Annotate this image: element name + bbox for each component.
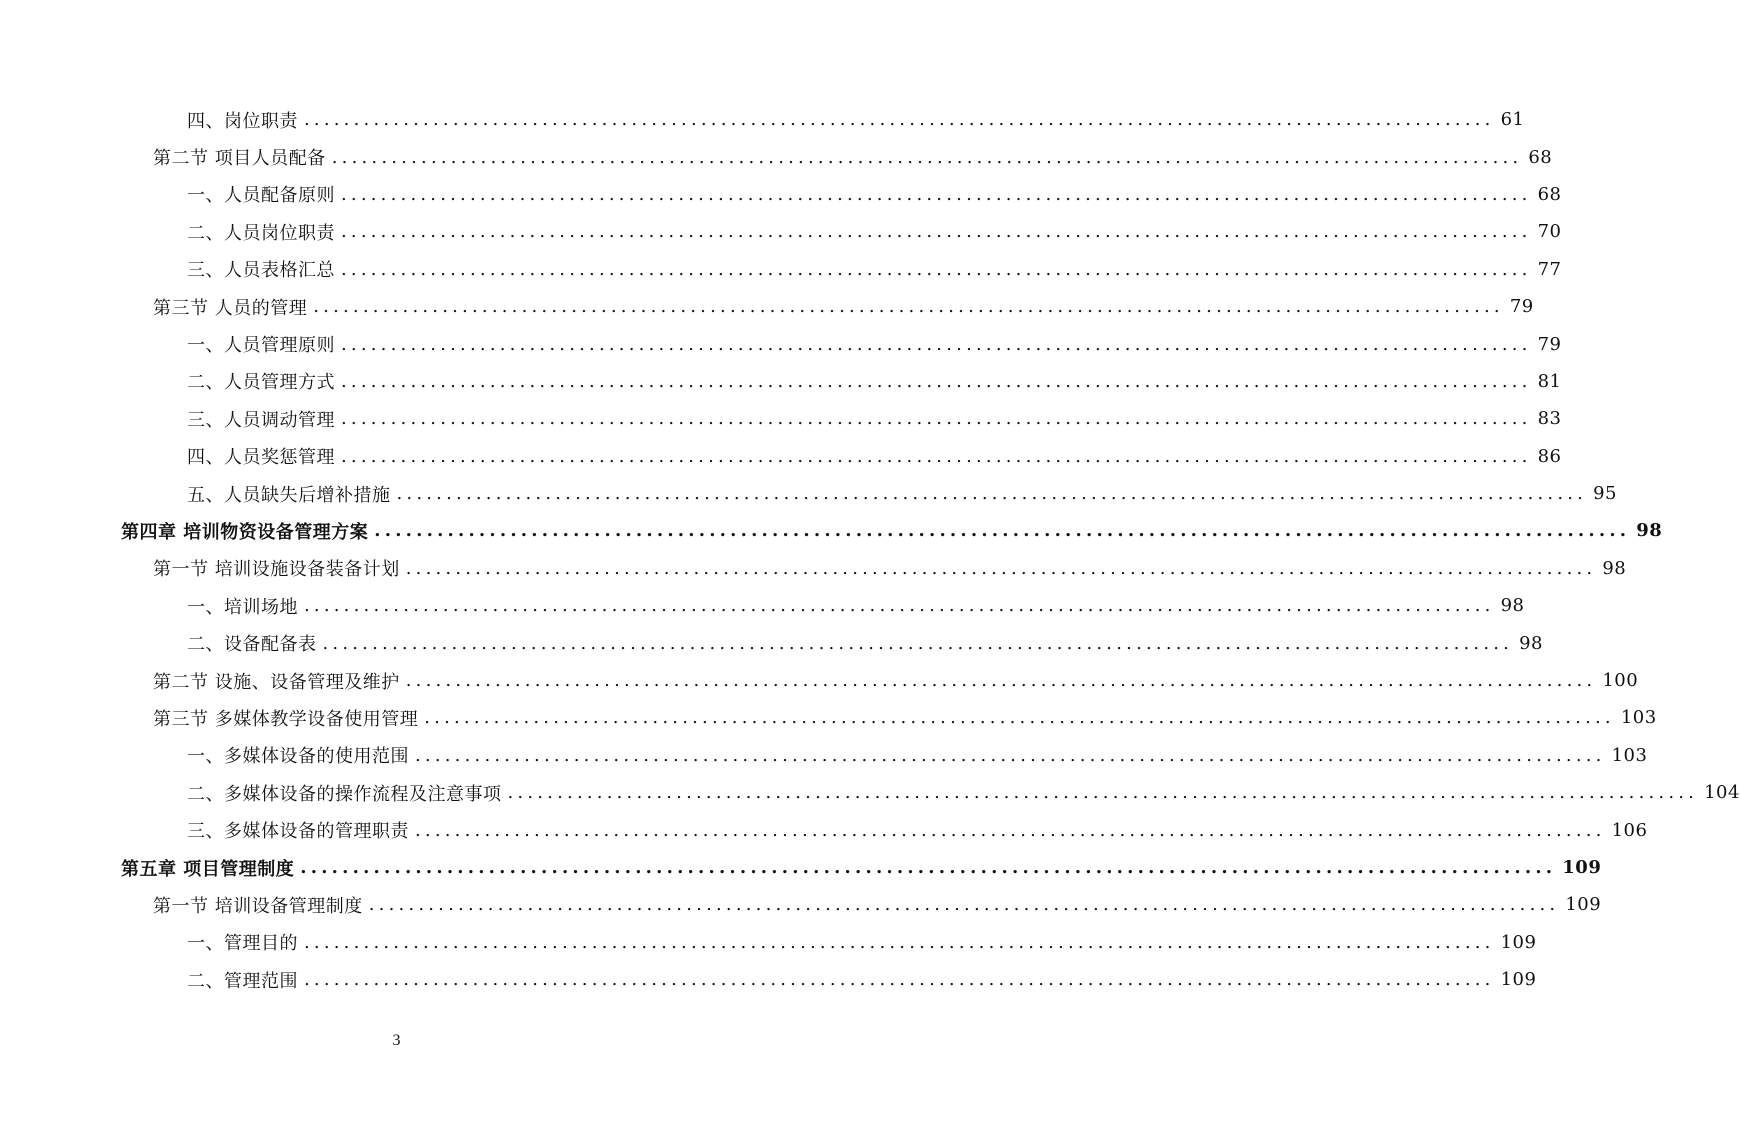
toc-dot-leader: ........................................................................................................................ [368,894,1560,916]
toc-entry-title: 第二节 设施、设备管理及维护 [153,671,400,693]
toc-dot-leader: ........................................................................................................................ [341,445,1532,467]
toc-entry-page: 77 [1537,258,1562,280]
table-of-contents [0,101,1740,998]
toc-entry-page: 109 [1565,894,1602,916]
toc-entry-title: 三、人员调动管理 [187,409,335,431]
toc-entry-title: 一、管理目的 [187,933,298,955]
toc-entry-page: 103 [1611,744,1648,766]
toc-dot-leader: ........................................................................................................................ [507,782,1699,804]
toc-entry[interactable] [0,849,1602,886]
toc-entry-title: 四、岗位职责 [187,110,298,132]
toc-entry-page: 95 [1593,483,1618,505]
toc-entry[interactable] [0,325,1562,362]
toc-dot-leader: ........................................................................................................................ [424,707,1615,729]
toc-entry-page: 79 [1509,296,1534,318]
toc-dot-leader: ........................................................................................................................ [396,483,1588,505]
toc-entry[interactable] [0,624,1544,661]
toc-dot-leader: ........................................................................................................................ [341,370,1532,392]
toc-entry[interactable] [0,587,1525,624]
toc-entry-title: 一、人员配备原则 [187,185,335,207]
toc-entry-page: 106 [1611,819,1648,841]
toc-entry-title: 第四章 培训物资设备管理方案 [121,521,369,543]
toc-entry-page: 68 [1528,146,1553,168]
page-number: 3 [392,1032,401,1049]
toc-entry-title: 第一节 培训设施设备装备计划 [153,559,400,581]
toc-entry-page: 70 [1537,221,1562,243]
toc-entry-page: 98 [1519,632,1544,654]
toc-dot-leader: ........................................................................................................................ [313,296,1504,318]
toc-entry-page: 98 [1602,557,1627,579]
toc-entry[interactable] [0,438,1562,475]
toc-entry-title: 第三节 多媒体教学设备使用管理 [153,708,419,730]
toc-dot-leader: ........................................................................................................................ [341,333,1532,355]
toc-entry-title: 三、人员表格汇总 [187,260,335,282]
toc-entry[interactable] [0,512,1663,549]
toc-entry-page: 68 [1537,183,1562,205]
toc-entry-title: 二、设备配备表 [187,634,317,656]
toc-dot-leader: ........................................................................................................................ [322,632,1514,654]
toc-entry-title: 第二节 项目人员配备 [153,148,326,170]
toc-entry-title: 一、培训场地 [187,596,298,618]
toc-entry[interactable] [0,475,1618,512]
toc-dot-leader: ........................................................................................................................ [374,520,1631,542]
toc-dot-leader: ........................................................................................................................ [304,109,1495,131]
toc-entry-title: 一、多媒体设备的使用范围 [187,746,409,768]
toc-dot-leader: ........................................................................................................................ [341,221,1532,243]
toc-entry-title: 三、多媒体设备的管理职责 [187,821,409,843]
toc-entry-title: 五、人员缺失后增补措施 [187,484,391,506]
toc-entry-title: 二、管理范围 [187,970,298,992]
toc-entry-page: 109 [1500,931,1537,953]
toc-entry-page: 104 [1704,782,1740,804]
toc-dot-leader: ........................................................................................................................ [300,857,1557,878]
toc-entry[interactable] [0,400,1562,437]
toc-dot-leader: ........................................................................................................................ [304,595,1495,617]
toc-entry[interactable] [0,363,1562,400]
toc-entry-title: 第五章 项目管理制度 [121,858,295,880]
toc-entry-title: 一、人员管理原则 [187,335,335,357]
toc-entry[interactable] [0,662,1639,699]
toc-entry[interactable] [0,251,1562,288]
toc-entry-title: 四、人员奖惩管理 [187,447,335,469]
toc-entry[interactable] [0,774,1740,811]
toc-dot-leader: ........................................................................................................................ [405,670,1597,692]
toc-entry-page: 86 [1537,445,1562,467]
toc-dot-leader: ........................................................................................................................ [405,557,1597,579]
toc-dot-leader: ........................................................................................................................ [331,146,1523,168]
toc-dot-leader: ........................................................................................................................ [415,819,1606,841]
toc-dot-leader: ........................................................................................................................ [341,408,1532,430]
toc-entry-page: 61 [1500,109,1525,131]
toc-entry[interactable] [0,961,1537,998]
toc-entry[interactable] [0,550,1627,587]
toc-entry-title: 第一节 培训设备管理制度 [153,895,363,917]
toc-dot-leader: ........................................................................................................................ [341,258,1532,280]
toc-entry-page: 98 [1500,595,1525,617]
toc-entry-title: 二、多媒体设备的操作流程及注意事项 [187,783,502,805]
toc-entry[interactable] [0,699,1657,736]
toc-entry[interactable] [0,138,1553,175]
toc-entry[interactable] [0,176,1562,213]
toc-entry[interactable] [0,811,1648,848]
toc-entry-title: 二、人员管理方式 [187,372,335,394]
toc-entry[interactable] [0,213,1562,250]
toc-dot-leader: ........................................................................................................................ [304,969,1495,991]
toc-entry-page: 109 [1500,969,1537,991]
toc-entry-page: 79 [1537,333,1562,355]
toc-entry[interactable] [0,886,1602,923]
toc-dot-leader: ........................................................................................................................ [304,931,1495,953]
toc-dot-leader: ........................................................................................................................ [341,183,1532,205]
toc-entry-page: 100 [1602,670,1639,692]
toc-entry-page: 98 [1636,520,1663,542]
toc-entry[interactable] [0,288,1534,325]
toc-entry-title: 第三节 人员的管理 [153,297,308,319]
toc-entry-page: 109 [1562,857,1602,878]
toc-entry-title: 二、人员岗位职责 [187,222,335,244]
toc-entry[interactable] [0,737,1648,774]
toc-entry[interactable] [0,101,1525,138]
toc-entry-page: 83 [1537,408,1562,430]
toc-entry[interactable] [0,924,1537,961]
toc-entry-page: 103 [1620,707,1657,729]
toc-entry-page: 81 [1537,370,1562,392]
toc-dot-leader: ........................................................................................................................ [415,744,1606,766]
